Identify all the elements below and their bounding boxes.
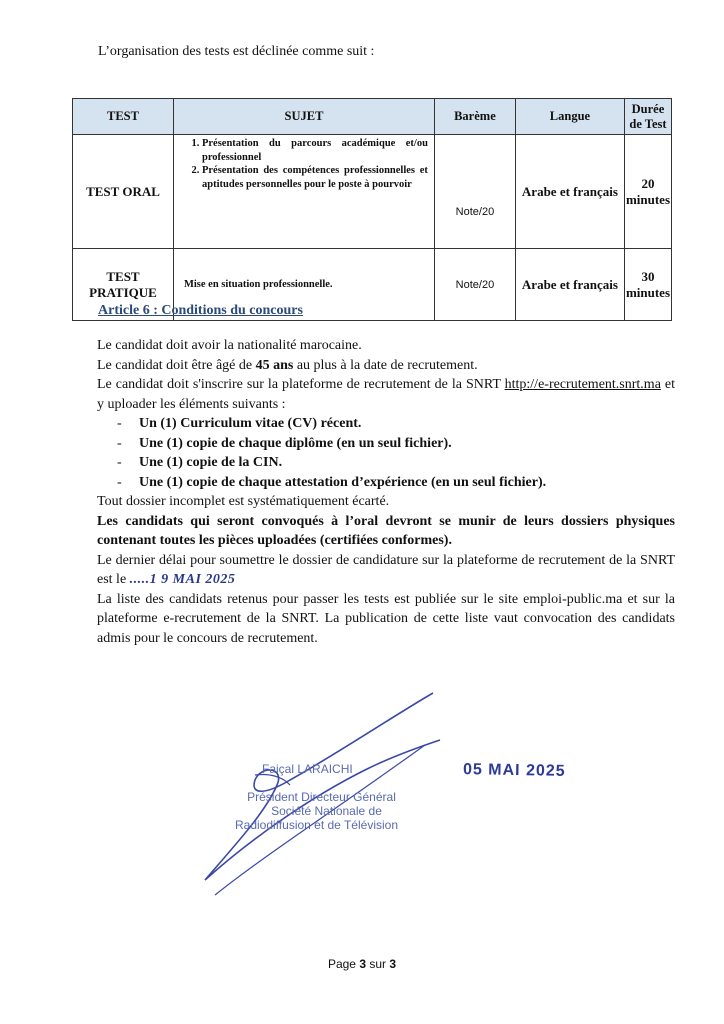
test-name: TEST ORAL [73,135,174,249]
deadline-date: .....1 9 MAI 2025 [129,572,236,587]
list-item: - Une (1) copie de chaque diplôme (en un seul fichier). [97,434,675,454]
header-test: TEST [73,99,174,135]
page-footer [0,957,724,971]
list-item: - Un (1) Curriculum vitae (CV) récent. [97,414,675,434]
paragraph [97,356,675,376]
text-run: Le candidat doit être âgé de [97,357,256,373]
text-run: Le candidat doit s'inscrire sur la plateforme de recrutement de la SNRT [97,377,505,392]
article-body [97,336,675,648]
subject-item: 2. Présentation des compétences professionnelles et aptitudes personnelles pour le poste à pourvoir [202,164,428,191]
text-run: au plus à la date de recrutement. [293,357,478,373]
test-bareme: Note/20 [434,135,515,249]
page-label: Page [327,957,356,971]
test-duree: 30 minutes [624,249,671,321]
signatory-name: Faiçal LARAICHI [262,762,353,776]
title-line: Radiodiffusion et de Télévision [235,818,398,832]
test-name: TEST PRATIQUE [73,249,174,321]
paragraph: Le candidat doit avoir la nationalité marocaine. [97,338,362,353]
date-stamp: 05 MAI 2025 [462,761,566,780]
header-bareme: Barème [434,99,515,135]
text-run: et y uploader les éléments suivants : [97,377,675,412]
text-run: Le dernier délai pour soumettre le dossier de candidature sur la plateforme de recrutement de la SNRT est le [97,552,675,587]
list-item: - Une (1) copie de la CIN. [97,453,675,473]
paragraph: Les candidats qui seront convoqués à l’oral devront se munir de leurs dossiers physiques contenant toutes les pièces uploadées (certifiées conformes). [97,513,675,548]
paragraph [97,375,675,414]
list-item: - Une (1) copie de chaque attestation d’expérience (en un seul fichier). [97,473,675,493]
subject-item: 1. Présentation du parcours académique et/ou professionnel [202,137,428,164]
test-langue: Arabe et français [515,249,624,321]
test-subject [173,135,434,249]
test-langue: Arabe et français [515,135,624,249]
paragraph: Tout dossier incomplet est systématiquement écarté. [97,494,390,509]
test-subject: Mise en situation professionnelle. [173,249,434,321]
title-line: Société Nationale de [271,804,382,818]
table-row [73,135,672,249]
paragraph: La liste des candidats retenus pour passer les tests est publiée sur le site emploi-public.ma et sur la plateforme e-recrutement de la SNRT. La publication de cette liste vaut convocation des candidats admis pour le concours de recrutement. [97,591,675,646]
page-of-label: sur [369,957,387,971]
test-duree: 20 minutes [624,135,671,249]
header-sujet: SUJET [173,99,434,135]
page-total: 3 [389,957,397,971]
title-line: Président Directeur Général [247,790,396,804]
header-duree: Durée de Test [624,99,671,135]
intro-text: L’organisation des tests est déclinée comme suit : [98,44,375,59]
article-title: Article 6 : Conditions du concours [98,303,303,318]
age-limit: 45 ans [255,357,294,373]
paragraph [97,551,675,590]
table-header-row [73,99,672,135]
tests-table [72,98,672,321]
page-number: 3 [359,957,366,971]
signatory-title [235,790,398,832]
platform-link[interactable]: http://e-recrutement.snrt.ma [504,377,661,392]
header-langue: Langue [515,99,624,135]
required-documents-list [97,414,675,492]
test-bareme: Note/20 [434,249,515,321]
